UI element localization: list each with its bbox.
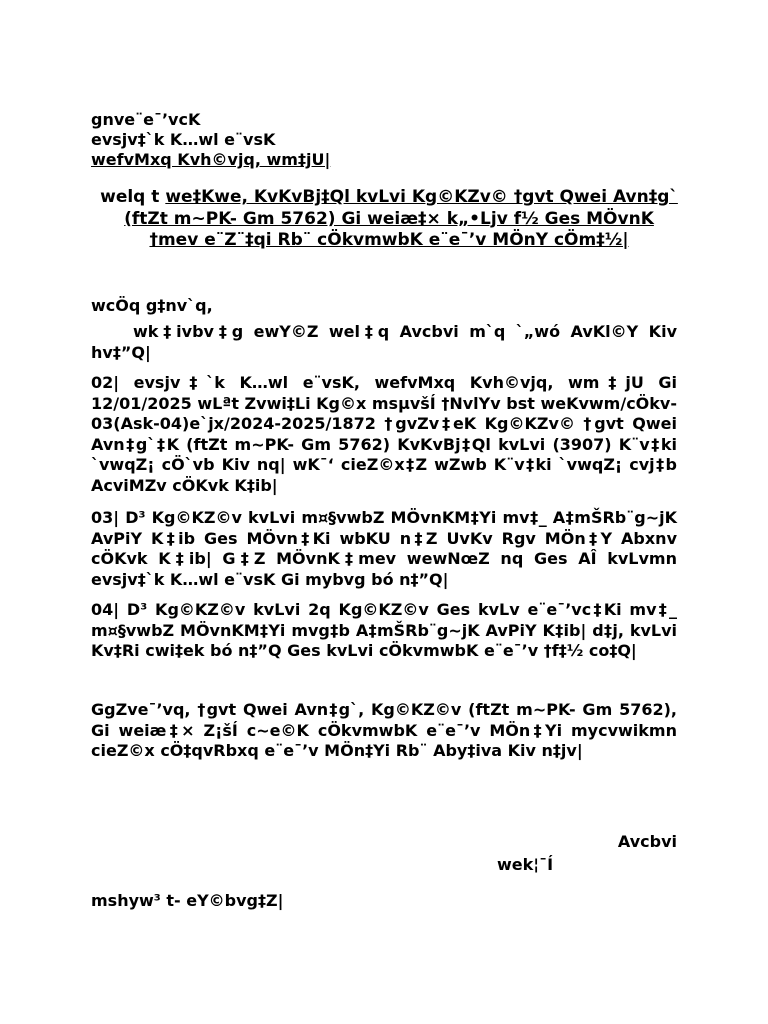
enclosure-note: mshyw³ t- eY©bvg‡Z| xyxy=(91,891,284,910)
recipient-organization: evsjv‡`k K…wl e¨vsK xyxy=(91,130,276,149)
subject-label: welq t xyxy=(100,187,160,207)
subject-line xyxy=(100,187,678,252)
closing-paragraph: GgZve¯’vq, †gvt Qwei Avn‡g`, Kg©KZ©v (ftZt m~PK- Gm 5762), Gi weiæ‡× Z¡šÍ c~e©K cÖkvmwbK e¨e¯’v MÖn‡Yi mycvwikmn cieZ©x cÖ‡qvRbxq e¨e¯’v MÖn‡Yi Rb¨ Aby‡iva Kiv n‡jv| xyxy=(91,700,677,760)
signature-line-1: Avcbvi xyxy=(617,832,677,851)
subject-text: we‡Kwe, KvKvBj‡Ql kvLvi Kg©KZv© †gvt Qwei Avn‡g` (ftZt m~PK- Gm 5762) Gi weiæ‡× k„•Ljv f½ Ges MÖvnK †mev e¨Z¨‡qi Rb¨ cÖkvmwbK e¨e¯’v MÖnY cÖm‡½| xyxy=(124,187,678,250)
intro-paragraph: wk‡ivbv‡g ewY©Z wel‡q Avcbvi m`q `„wó AvKl©Y Kiv hv‡”Q| xyxy=(91,322,677,362)
salutation: wcÖq g‡nv`q, xyxy=(91,296,213,315)
paragraph-02: 02| evsjv‡`k K…wl e¨vsK, wefvMxq Kvh©vjq, wm‡jU Gi 12/01/2025 wLªt Zvwi‡Li Kg©x msµvšÍ †NvlYv bst weKvwm/cÖkv-03(Ask-04)e`jx/2024-2025/1872 †gvZv‡eK Kg©KZv© †gvt Qwei Avn‡g`‡K (ftZt m~PK- Gm 5762) KvKvBj‡Ql kvLvi (3907) K¨v‡ki `vwqZ¡ cÖ`vb Kiv nq| wK¯‘ cieZ©x‡Z wZwb K¨v‡ki `vwqZ¡ cvj‡b AcviMZv cÖKvk K‡ib| xyxy=(91,373,677,495)
recipient-office: wefvMxq Kvh©vjq, wm‡jU| xyxy=(91,150,331,169)
signature-line-2: wek¦¯Í xyxy=(497,855,554,874)
paragraph-04: 04| D³ Kg©KZ©v kvLvi 2q Kg©KZ©v Ges kvLv e¨e¯’vc‡Ki mv‡_ m¤§vwbZ MÖvnKM‡Yi mvg‡b A‡mŠRb¨g~jK AvPiY K‡ib| d‡j, kvLvi Kv‡Ri cwi‡ek bó n‡”Q Ges kvLvi cÖkvmwbK e¨e¯’v †f‡½ co‡Q| xyxy=(91,600,677,660)
paragraph-03: 03| D³ Kg©KZ©v kvLvi m¤§vwbZ MÖvnKM‡Yi mv‡_ A‡mŠRb¨g~jK AvPiY K‡ib Ges MÖvn‡Ki wbKU n‡Z UvKv Rgv MÖn‡Y Abxnv cÖKvk K‡ib| G‡Z MÖvnK‡mev wewNœZ nq Ges AÎ kvLvmn evsjv‡`k K…wl e¨vsK Gi mybvg bó n‡”Q| xyxy=(91,508,677,589)
letter-header xyxy=(91,110,330,170)
recipient-title: gnve¨e¯’vcK xyxy=(91,110,201,129)
